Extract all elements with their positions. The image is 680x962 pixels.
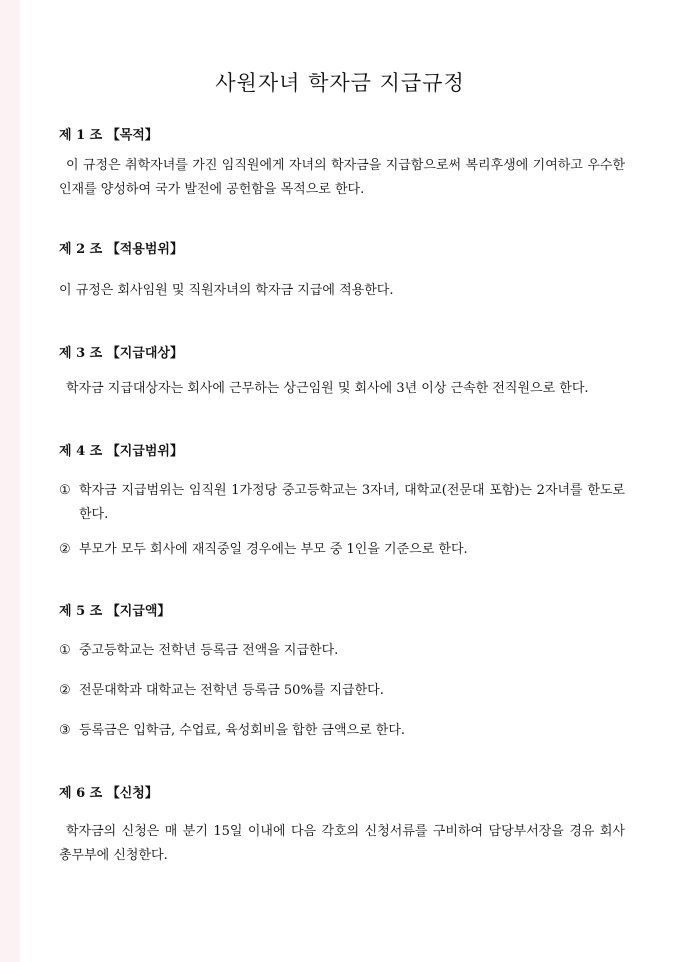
item-number: ③ xyxy=(59,723,71,738)
item-text: 중고등학교는 전학년 등록금 전액을 지급한다. xyxy=(79,643,339,658)
article-5-heading: 제 5 조 【지급액】 xyxy=(59,604,171,619)
item-number: ① xyxy=(59,643,71,658)
article-3-text: 학자금 지급대상자는 회사에 근무하는 상근임원 및 회사에 3년 이상 근속한 전직원으로 한다. xyxy=(66,381,589,396)
item-text: 전문대학과 대학교는 전학년 등록금 50%를 지급한다. xyxy=(79,683,384,698)
article-4-item-1 xyxy=(59,479,625,527)
article-3-heading: 제 3 조 【지급대상】 xyxy=(59,346,183,361)
item-text: 부모가 모두 회사에 재직중일 경우에는 부모 중 1인을 기준으로 한다. xyxy=(79,542,468,557)
document-title: 사원자녀 학자금 지급규정 xyxy=(215,71,465,95)
article-4-heading: 제 4 조 【지급범위】 xyxy=(59,444,183,459)
article-1-text: 이 규정은 취학자녀를 가진 임직원에게 자녀의 학자금을 지급함으로써 복리후생에 기여하고 우수한 인재를 양성하여 국가 발전에 공헌함을 목적으로 한다. xyxy=(59,158,625,197)
item-text: 학자금 지급범위는 임직원 1가정당 중고등학교는 3자녀, 대학교(전문대 포함)는 2자녀를 한도로 한다. xyxy=(79,483,625,522)
article-2-heading: 제 2 조 【적용범위】 xyxy=(59,242,183,257)
article-5-item-3 xyxy=(59,719,625,743)
article-4-item-2 xyxy=(59,538,625,562)
item-number: ① xyxy=(59,483,71,498)
item-number: ② xyxy=(59,542,71,557)
article-1-heading: 제 1 조 【목적】 xyxy=(59,128,158,143)
article-2-text: 이 규정은 회사임원 및 직원자녀의 학자금 지급에 적용한다. xyxy=(59,283,394,298)
article-5-item-1 xyxy=(59,639,625,663)
article-5-item-2 xyxy=(59,679,625,703)
article-6-heading: 제 6 조 【신청】 xyxy=(59,786,158,801)
item-text: 등록금은 입학금, 수업료, 육성회비을 합한 금액으로 한다. xyxy=(79,723,406,738)
article-6-text: 학자금의 신청은 매 분기 15일 이내에 다음 각호의 신청서류를 구비하여 담당부서장을 경유 회사 총무부에 신청한다. xyxy=(59,824,625,863)
item-number: ② xyxy=(59,683,71,698)
